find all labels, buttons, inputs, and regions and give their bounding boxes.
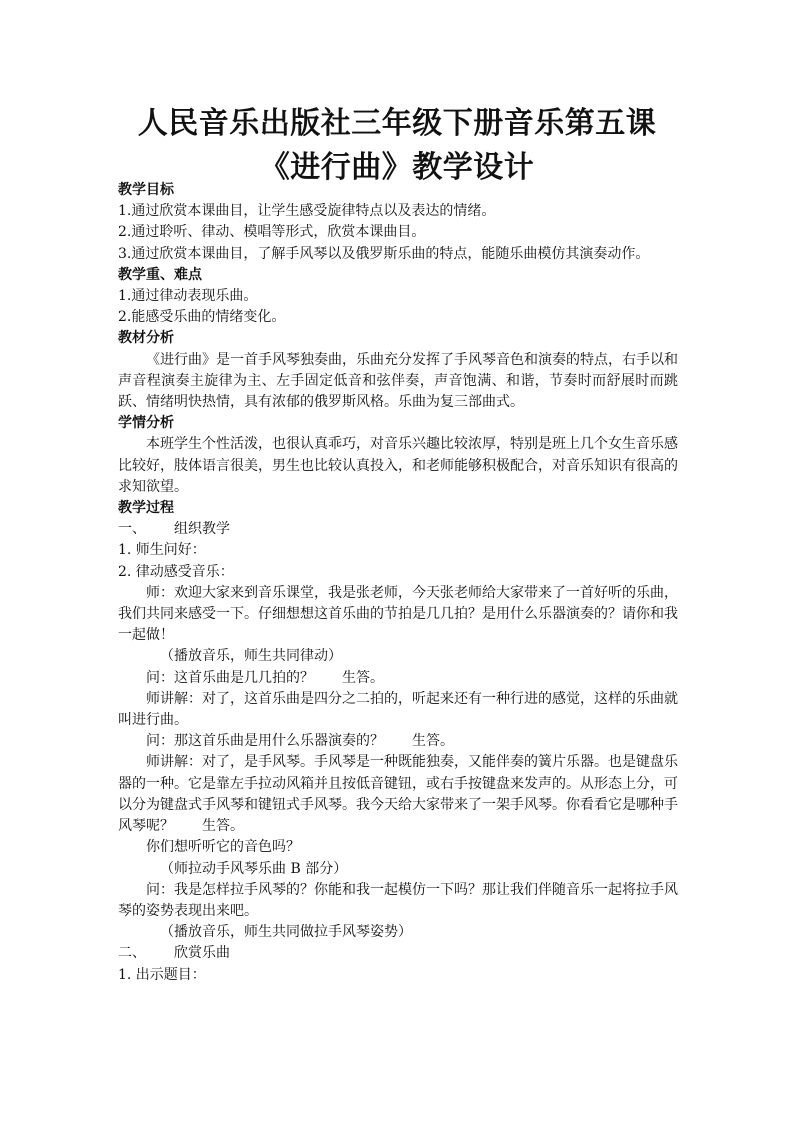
keypoint-item: 2.能感受乐曲的情绪变化。 <box>118 309 286 326</box>
stage-direction: （播放音乐，师生共同做拉手风琴姿势） <box>160 924 412 941</box>
step-item: 1. 师生问好： <box>118 542 206 559</box>
section-heading <box>118 943 678 964</box>
explanation-text: 师讲解：对了，是手风琴。手风琴是一种既能独奏，又能伴奏的簧片乐器。也是键盘乐器的一种。它是靠左手拉动风箱并且按低音键钮，或右手按键盘来发声的。从形态上分，可以分为键盘式手风琴和键钮式手风琴。我今天给大家带来了一架手风琴。你看看它是哪种手风琴呢？ <box>118 754 678 835</box>
stage-direction: （师拉动手风琴乐曲 B 部分） <box>160 860 348 877</box>
dialog-paragraph <box>118 752 678 837</box>
question-text: 问：那这首乐曲是用什么乐器演奏的？ <box>146 733 384 750</box>
students-text: 本班学生个性活泼，也很认真乖巧，对音乐兴趣比较浓厚，特别是班上几个女生音乐感比较好，肢体语言很美，男生也比较认真投入，和老师能够积极配合，对音乐知识有很高的求知欲望。 <box>118 436 678 495</box>
section-title: 组织教学 <box>174 521 230 538</box>
document-title-line2: 《进行曲》教学设计 <box>259 150 535 185</box>
section-number: 一、 <box>118 521 146 538</box>
dialog-paragraph: 你们想听听它的音色吗？ <box>146 839 300 856</box>
question-text: 问：这首乐曲是几几拍的？ <box>146 669 314 686</box>
dialog-paragraph <box>118 731 678 752</box>
step-item: 1. 出示题目： <box>118 966 206 983</box>
answer-text: 生答。 <box>342 669 384 686</box>
answer-text: 生答。 <box>202 818 244 835</box>
goal-item: 3.通过欣赏本课曲目，了解手风琴以及俄罗斯乐曲的特点，能随乐曲模仿其演奏动作。 <box>118 245 650 262</box>
material-text: 《进行曲》是一首手风琴独奏曲，乐曲充分发挥了手风琴音色和演奏的特点，右手以和声音程演奏主旋律为主、左手固定低音和弦伴奏，声音饱满、和谐，节奏时而舒展时而跳跃、情绪明快热情，具有浓郁的俄罗斯风格。乐曲为复三部曲式。 <box>118 351 678 411</box>
stage-direction: （播放音乐，师生共同律动） <box>160 648 342 665</box>
goals-heading: 教学目标 <box>118 182 174 198</box>
material-heading: 教材分析 <box>118 330 174 347</box>
section-heading <box>118 519 678 540</box>
document-body <box>118 180 678 986</box>
step-item: 2. 律动感受音乐： <box>118 563 234 580</box>
goal-item: 2.通过聆听、律动、模唱等形式，欣赏本课曲目。 <box>118 224 426 241</box>
section-title: 欣赏乐曲 <box>174 945 230 962</box>
document-title-line1: 人民音乐出版社三年级下册音乐第五课 <box>137 106 657 141</box>
keypoint-item: 1.通过律动表现乐曲。 <box>118 288 258 305</box>
dialog-paragraph: 师：欢迎大家来到音乐课堂，我是张老师，今天张老师给大家带来了一首好听的乐曲，我们共同来感受一下。仔细想想这首乐曲的节拍是几几拍？是用什么乐器演奏的？请你和我一起做！ <box>118 584 678 644</box>
dialog-paragraph: 问：我是怎样拉手风琴的？你能和我一起模仿一下吗？那让我们伴随音乐一起将拉手风琴的姿势表现出来吧。 <box>118 881 678 919</box>
keypoints-heading: 教学重、难点 <box>118 266 202 283</box>
goal-item: 1.通过欣赏本课曲目，让学生感受旋律特点以及表达的情绪。 <box>118 203 496 220</box>
students-heading: 学情分析 <box>118 415 174 432</box>
section-number: 二、 <box>118 945 146 962</box>
dialog-paragraph <box>118 668 678 689</box>
answer-text: 生答。 <box>412 733 454 750</box>
process-heading: 教学过程 <box>118 500 174 517</box>
dialog-paragraph: 师讲解：对了，这首乐曲是四分之二拍的，听起来还有一种行进的感觉，这样的乐曲就叫进行曲。 <box>118 690 678 729</box>
